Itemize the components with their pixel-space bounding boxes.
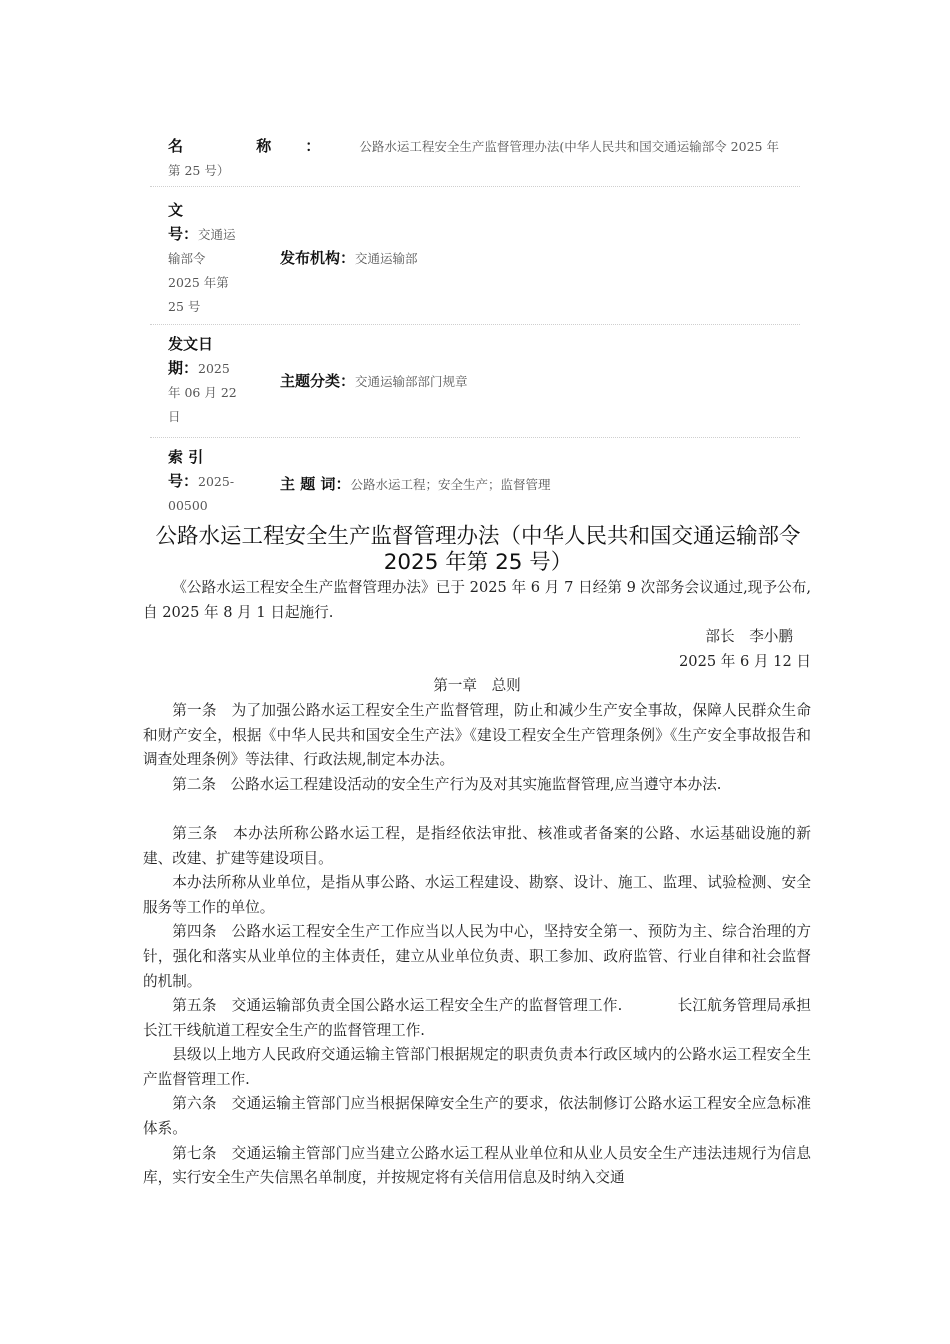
chapter-heading: 第一章 总则 <box>433 677 521 695</box>
article-3-para-2: 本办法所称从业单位，是指从事公路、水运工程建设、勘察、设计、施工、监理、试验检测、安全服务等工作的单位。 <box>143 874 811 916</box>
date-label-line2: 期： <box>168 359 199 377</box>
index-value: 2025-00500 <box>168 474 235 513</box>
article-2: 第二条 公路水运工程建设活动的安全生产行为及对其实施监督管理,应当遵守本办法. <box>172 775 722 793</box>
docno-label-line1: 文 <box>168 201 184 219</box>
article-5 <box>143 994 811 1043</box>
docno-value: 交通运输部令 2025 年第 25 号 <box>168 227 236 314</box>
document-metadata-table <box>150 128 800 518</box>
meta-row-index <box>150 438 800 518</box>
category-label: 主题分类： <box>280 372 356 390</box>
category-value: 交通运输部部门规章 <box>355 374 468 389</box>
name-value: 公路水运工程安全生产监督管理办法(中华人民共和国交通运输部令 2025 年第 25 号） <box>168 139 779 178</box>
sign-date: 2025 年 6 月 12 日 <box>679 652 811 670</box>
date-value: 2025 年 06 月 22 日 <box>168 361 237 424</box>
article-3: 第三条 本办法所称公路水运工程，是指经依法审批、核准或者备案的公路、水运基础设施的新建、改建、扩建等建设项目。 <box>143 824 811 867</box>
keywords-value: 公路水运工程；安全生产；监督管理 <box>350 477 551 492</box>
blank-line <box>143 797 811 822</box>
index-label-line2: 号： <box>168 472 199 490</box>
meta-row-docno <box>150 187 800 325</box>
meta-row-name <box>150 128 800 187</box>
article-1: 第一条 为了加强公路水运工程安全生产监督管理，防止和减少生产安全事故，保障人民群众生命和财产安全，根据《中华人民共和国安全生产法》《建设工程安全生产管理条例》《生产安全事故报告和调查处理条例》等法律、行政法规,制定本办法。 <box>143 701 811 769</box>
keywords-label: 主 题 词： <box>280 475 351 493</box>
document-title: 公路水运工程安全生产监督管理办法（中华人民共和国交通运输部令 2025 年第 25 号） <box>155 524 801 575</box>
article-6: 第六条 交通运输主管部门应当根据保障安全生产的要求，依法制修订公路水运工程安全应急标准体系。 <box>143 1095 811 1138</box>
issuer-value: 交通运输部 <box>355 251 418 266</box>
issuer-label: 发布机构： <box>280 249 356 267</box>
index-label-line1: 索 引 <box>168 448 204 466</box>
meta-row-date <box>150 325 800 438</box>
intro-paragraph: 《公路水运工程安全生产监督管理办法》已于 2025 年 6 月 7 日经第 9 次部务会议通过,现予公布,自 2025 年 8 月 1 日起施行. <box>143 579 811 621</box>
article-5-part-2: 长江航务管理局承担长江干线航道工程安全生产的监督管理工作. <box>143 997 811 1039</box>
article-4: 第四条 公路水运工程安全生产工作应当以人民为中心，坚持安全第一、预防为主、综合治理的方针，强化和落实从业单位的主体责任，建立从业单位负责、职工参加、政府监管、行业自律和社会监督的机制。 <box>143 923 811 990</box>
article-5-part-1: 第五条 交通运输部负责全国公路水运工程安全生产的监督管理工作. <box>172 997 623 1015</box>
date-label-line1: 发文日 <box>168 335 214 353</box>
docno-label-line2: 号： <box>168 225 199 243</box>
article-7: 第七条 交通运输主管部门应当建立公路水运工程从业单位和从业人员安全生产违法违规行为信息库，实行安全生产失信黑名单制度，并按规定将有关信用信息及时纳入交通 <box>143 1144 811 1187</box>
article-5-para-2: 县级以上地方人民政府交通运输主管部门根据规定的职责负责本行政区域内的公路水运工程安全生产监督管理工作. <box>143 1046 811 1088</box>
document-body <box>143 576 811 1191</box>
signer: 部长 李小鹏 <box>705 628 793 646</box>
name-label: 名 称： <box>168 137 355 155</box>
